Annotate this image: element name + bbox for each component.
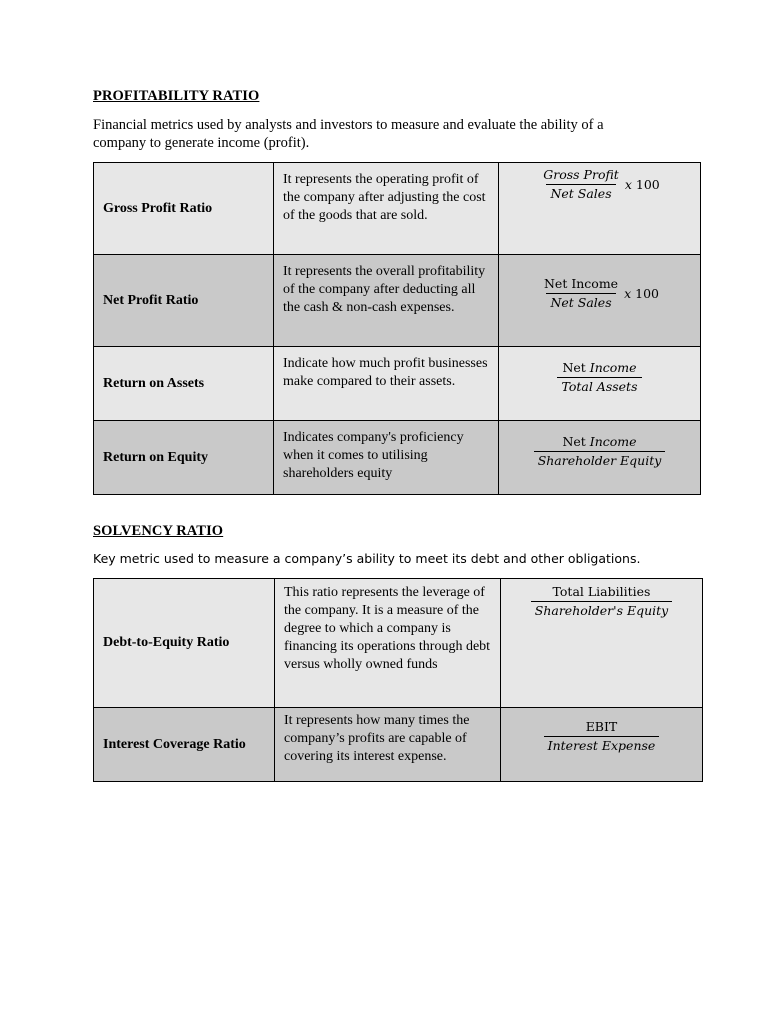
ratio-name: Return on Assets (94, 347, 274, 421)
ratio-formula (499, 255, 701, 347)
ratio-description: It represents the operating profit of the company after adjusting the cost of the goods that are sold. (274, 163, 499, 255)
ratio-name: Interest Coverage Ratio (94, 708, 275, 782)
ratio-description: Indicates company's proficiency when it comes to utilising shareholders equity (274, 421, 499, 495)
ratio-name: Gross Profit Ratio (94, 163, 274, 255)
formula-numerator: EBIT (585, 719, 618, 734)
formula-denominator: Shareholder Equity (534, 451, 666, 470)
formula-numerator: Net Income (562, 434, 637, 449)
table-row (94, 708, 703, 782)
table-row (94, 163, 701, 255)
profitability-table (93, 162, 701, 495)
table-row (94, 255, 701, 347)
fraction (557, 359, 641, 396)
formula-denominator: Net Sales (546, 184, 615, 203)
solvency-title: SOLVENCY RATIO (93, 523, 224, 539)
profitability-intro-line1: Financial metrics used by analysts and investors to measure and evaluate the ability of a (93, 117, 604, 133)
formula-numerator: Net Income (543, 276, 619, 291)
ratio-formula (499, 347, 701, 421)
ratio-description: Indicate how much profit businesses make compared to their assets. (274, 347, 499, 421)
fraction (544, 718, 660, 755)
formula-numerator: Gross Profit (543, 167, 619, 182)
table-row (94, 347, 701, 421)
ratio-name: Net Profit Ratio (94, 255, 274, 347)
fraction (534, 433, 666, 470)
formula-denominator: Shareholder's Equity (531, 601, 672, 620)
formula-multiplier: x 100 (624, 177, 660, 192)
formula-denominator: Net Sales (546, 293, 615, 312)
ratio-formula (501, 579, 703, 708)
table-row (94, 421, 701, 495)
ratio-formula (499, 421, 701, 495)
formula-denominator: Total Assets (557, 377, 641, 396)
ratio-description: It represents how many times the company’s profits are capable of covering its interest expense. (275, 708, 501, 782)
ratio-name: Return on Equity (94, 421, 274, 495)
ratio-description: This ratio represents the leverage of the company. It is a measure of the degree to which a company is financing its operations through debt versus wholly owned funds (275, 579, 501, 708)
formula-numerator: Total Liabilities (552, 584, 651, 599)
ratio-name: Debt-to-Equity Ratio (94, 579, 275, 708)
fraction (540, 275, 622, 312)
formula-numerator: Net Income (562, 360, 637, 375)
profitability-title: PROFITABILITY RATIO (93, 88, 260, 104)
solvency-intro: Key metric used to measure a company’s ability to meet its debt and other obligations. (93, 551, 641, 566)
solvency-table (93, 578, 703, 782)
formula-denominator: Interest Expense (544, 736, 660, 755)
fraction (539, 166, 623, 203)
table-row (94, 579, 703, 708)
ratio-description: It represents the overall profitability of the company after deducting all the cash & non-cash expenses. (274, 255, 499, 347)
formula-multiplier: x 100 (624, 286, 659, 301)
fraction (531, 583, 672, 620)
ratio-formula (499, 163, 701, 255)
ratio-formula (501, 708, 703, 782)
profitability-intro-line2: company to generate income (profit). (93, 135, 310, 151)
